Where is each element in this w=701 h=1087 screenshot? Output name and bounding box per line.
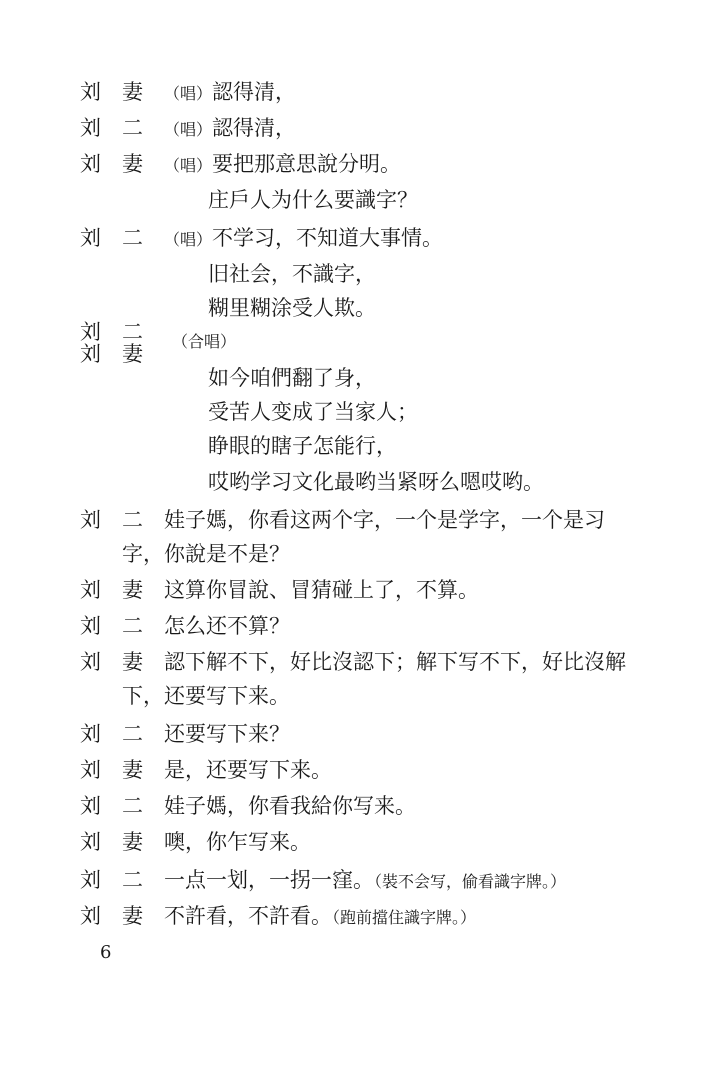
verse-line: 受苦人变成了当家人； — [208, 400, 418, 424]
speaker-role: 二 — [122, 868, 143, 892]
speaker-role: 妻 — [122, 152, 143, 176]
page-number: 6 — [100, 942, 112, 963]
verse-line: 旧社会，不識字， — [208, 262, 376, 286]
speaker-role: 妻 — [122, 830, 143, 854]
dialogue-line — [164, 226, 443, 252]
speaker-surname: 刘 — [80, 722, 101, 746]
speaker-surname: 刘 — [80, 508, 101, 532]
dialogue-line — [164, 152, 401, 178]
dialogue-line: 娃子媽，你看我給你写来。 — [164, 794, 416, 818]
speaker-surname: 刘 — [80, 794, 101, 818]
stage-cue: （唱） — [164, 84, 213, 103]
verse-line: 哎哟学习文化最哟当紧呀么嗯哎哟。 — [208, 470, 544, 494]
speaker-role: 妻 — [122, 578, 143, 602]
dialogue-line: 这算你冒說、冒猜碰上了，不算。 — [164, 578, 479, 602]
speaker-surname: 刘 — [80, 226, 101, 250]
dialogue-line — [164, 116, 296, 142]
dialogue-line — [164, 868, 566, 894]
speaker-role: 妻 — [122, 904, 143, 928]
dialogue-line: 娃子媽，你看这两个字，一个是学字，一个是习 — [164, 508, 605, 532]
dialogue-line: 还要写下来？ — [164, 722, 290, 746]
dialogue-line: 認下解不下，好比沒認下；解下写不下，好比沒解 — [164, 650, 626, 674]
continuation-line: 字，你說是不是？ — [122, 542, 290, 566]
speaker-role: 二 — [122, 722, 143, 746]
stage-direction: （跑前擋住識字牌。） — [332, 908, 477, 927]
line-text: 不学习，不知道大事情。 — [212, 226, 444, 250]
verse-line: 庄戶人为什么要識字？ — [208, 188, 418, 212]
line-text: 認得清， — [212, 80, 297, 104]
speaker-surname: 刘 — [80, 116, 101, 140]
speaker-role: 二 — [122, 116, 143, 140]
line-text: 一点一划，一拐一窪。 — [164, 868, 374, 892]
verse-line: 睁眼的瞎子怎能行， — [208, 434, 397, 458]
speaker-role: 妻 — [122, 80, 143, 104]
speaker-role: 二 — [122, 508, 143, 532]
stage-cue: （唱） — [164, 230, 213, 249]
speaker-role: 妻 — [122, 758, 143, 782]
speaker-surname: 刘 — [80, 578, 101, 602]
speaker-surname: 刘 — [80, 904, 101, 928]
speaker-surname: 刘 — [80, 80, 101, 104]
speaker-surname: 刘 — [80, 758, 101, 782]
speaker-role: 二 — [122, 320, 143, 344]
dialogue-line — [164, 904, 476, 930]
dialogue-line — [164, 80, 296, 106]
verse-line: 糊里糊涂受人欺。 — [208, 296, 376, 320]
speaker-surname: 刘 — [80, 152, 101, 176]
speaker-role: 妻 — [122, 342, 143, 366]
continuation-line: 下，还要写下来。 — [122, 684, 290, 708]
speaker-surname: 刘 — [80, 342, 101, 366]
speaker-role: 二 — [122, 614, 143, 638]
speaker-surname: 刘 — [80, 320, 101, 344]
speaker-role: 二 — [122, 226, 143, 250]
stage-direction: （裝不会写，偷看識字牌。） — [374, 872, 567, 891]
line-text: 不許看，不許看。 — [164, 904, 332, 928]
line-text: 認得清， — [212, 116, 297, 140]
stage-cue: （合唱） — [172, 332, 237, 351]
stage-cue: （唱） — [164, 156, 213, 175]
speaker-surname: 刘 — [80, 868, 101, 892]
speaker-surname: 刘 — [80, 614, 101, 638]
speaker-role: 妻 — [122, 650, 143, 674]
line-text: 要把那意思說分明。 — [212, 152, 402, 176]
dialogue-line: 是，还要写下来。 — [164, 758, 332, 782]
speaker-surname: 刘 — [80, 650, 101, 674]
verse-line: 如今咱們翻了身， — [208, 366, 376, 390]
dialogue-line: 噢，你乍写来。 — [164, 830, 311, 854]
stage-cue: （唱） — [164, 120, 213, 139]
speaker-surname: 刘 — [80, 830, 101, 854]
dialogue-line: 怎么还不算？ — [164, 614, 290, 638]
speaker-role: 二 — [122, 794, 143, 818]
